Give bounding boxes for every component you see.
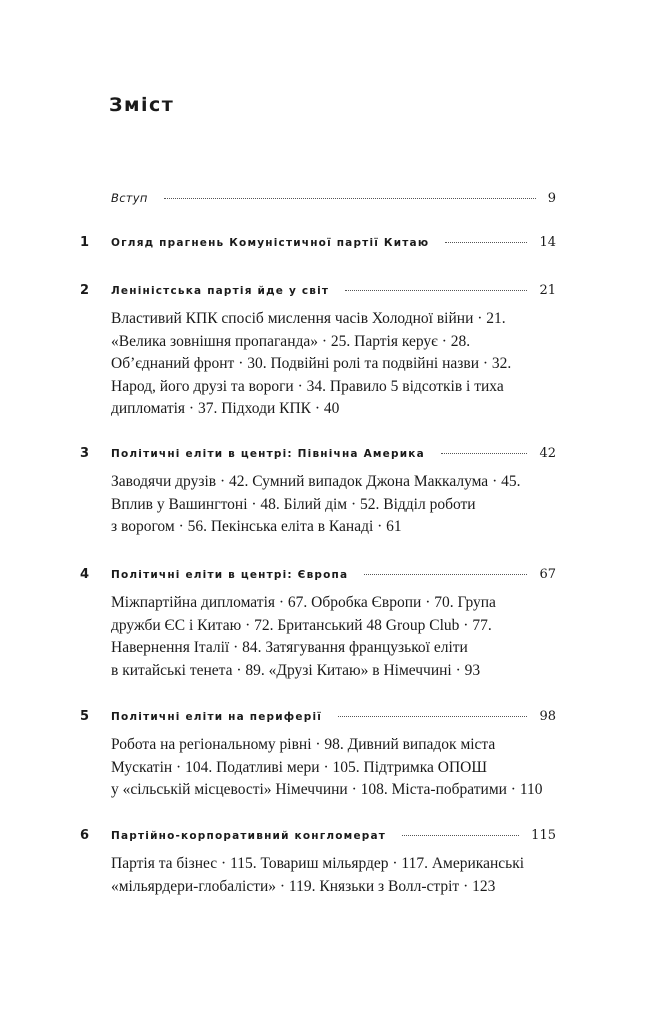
subsection-line: «Велика зовнішня пропаганда» · 25. Партія керує · 28. bbox=[111, 332, 471, 350]
subsection-line: Народ, його друзі та вороги · 34. Правило 5 відсотків і тиха bbox=[111, 377, 504, 395]
subsection-line: Міжпартійна дипломатія · 67. Обробка Європи · 70. Група bbox=[111, 594, 496, 611]
chapter-title[interactable]: Політичні еліти на периферії bbox=[111, 711, 323, 723]
chapter-title[interactable]: Партійно-корпоративний конгломерат bbox=[111, 830, 387, 842]
chapter-title[interactable]: Леніністська партія йде у світ bbox=[111, 285, 330, 297]
chapter-number: 3 bbox=[80, 446, 90, 461]
toc-entry-heading bbox=[80, 188, 568, 208]
subsection-line: дружби ЄС і Китаю · 72. Британський 48 Group Club · 77. bbox=[111, 616, 492, 634]
dot-leader bbox=[402, 835, 519, 836]
subsection-list bbox=[111, 734, 551, 802]
page-number: 98 bbox=[539, 709, 556, 724]
subsection-line: з ворогом · 56. Пекінська еліта в Канаді · 61 bbox=[111, 518, 402, 535]
chapter-title[interactable]: Політичні еліти в центрі: Північна Америка bbox=[111, 448, 425, 460]
subsection-line: Заводячи друзів · 42. Сумний випадок Джона Маккалума · 45. bbox=[111, 473, 521, 490]
toc-entry[interactable] bbox=[80, 826, 568, 898]
page-title: Зміст bbox=[109, 94, 175, 116]
dot-leader bbox=[441, 453, 528, 454]
subsection-line: дипломатія · 37. Підходи КПК · 40 bbox=[111, 400, 340, 417]
toc-entry[interactable] bbox=[80, 707, 568, 802]
subsection-line: Вплив у Вашингтоні · 48. Білий дім · 52. Відділ роботи bbox=[111, 495, 476, 513]
chapter-title[interactable]: Політичні еліти в центрі: Європа bbox=[111, 569, 349, 581]
page-number: 67 bbox=[539, 567, 556, 582]
dot-leader bbox=[345, 290, 527, 291]
page-number: 115 bbox=[531, 828, 556, 843]
page-number: 14 bbox=[539, 235, 556, 250]
chapter-number: 4 bbox=[80, 567, 90, 582]
subsection-line: Об’єднаний фронт · 30. Подвійні ролі та подвійні назви · 32. bbox=[111, 355, 512, 372]
subsection-line: Партія та бізнес · 115. Товариш мільярдер · 117. Американські bbox=[111, 855, 525, 872]
toc-entry-heading bbox=[80, 707, 568, 727]
subsection-line: Робота на регіональному рівні · 98. Дивний випадок міста bbox=[111, 736, 496, 753]
chapter-number: 1 bbox=[80, 235, 90, 250]
chapter-title[interactable]: Огляд прагнень Комуністичної партії Китаю bbox=[111, 237, 430, 249]
toc-entry[interactable] bbox=[80, 233, 568, 253]
toc-entry[interactable] bbox=[80, 281, 568, 421]
chapter-title[interactable]: Вступ bbox=[111, 191, 148, 205]
subsection-line: у «сільській місцевості» Німеччини · 108. Міста-побратими · 110 bbox=[111, 781, 543, 798]
subsection-list bbox=[111, 592, 551, 682]
toc-entry-heading bbox=[80, 826, 568, 846]
toc-entry-heading bbox=[80, 444, 568, 464]
chapter-number: 2 bbox=[80, 283, 90, 298]
subsection-line: «мільярдери-глобалісти» · 119. Князьки з Волл-стріт · 123 bbox=[111, 877, 496, 895]
dot-leader bbox=[164, 198, 536, 199]
subsection-line: Навернення Італії · 84. Затягування французької еліти bbox=[111, 639, 468, 656]
toc-entry[interactable] bbox=[80, 444, 568, 539]
toc-entry-heading bbox=[80, 233, 568, 253]
subsection-line: Мускатін · 104. Податливі мери · 105. Підтримка ОПОШ bbox=[111, 758, 487, 776]
dot-leader bbox=[364, 574, 527, 575]
dot-leader bbox=[445, 242, 527, 243]
page-number: 42 bbox=[539, 446, 556, 461]
page-number: 21 bbox=[539, 283, 556, 298]
toc-entry[interactable] bbox=[80, 188, 568, 208]
subsection-list bbox=[111, 853, 551, 898]
chapter-number: 5 bbox=[80, 709, 90, 724]
dot-leader bbox=[338, 716, 527, 717]
toc-entry-heading bbox=[80, 281, 568, 301]
subsection-line: в китайські тенета · 89. «Друзі Китаю» в Німеччині · 93 bbox=[111, 661, 481, 679]
subsection-list bbox=[111, 308, 551, 421]
toc-entry[interactable] bbox=[80, 565, 568, 682]
subsection-list bbox=[111, 471, 551, 539]
toc-entry-heading bbox=[80, 565, 568, 585]
subsection-line: Властивий КПК спосіб мислення часів Холодної війни · 21. bbox=[111, 310, 506, 327]
page-number: 9 bbox=[547, 191, 556, 206]
chapter-number: 6 bbox=[80, 828, 90, 843]
